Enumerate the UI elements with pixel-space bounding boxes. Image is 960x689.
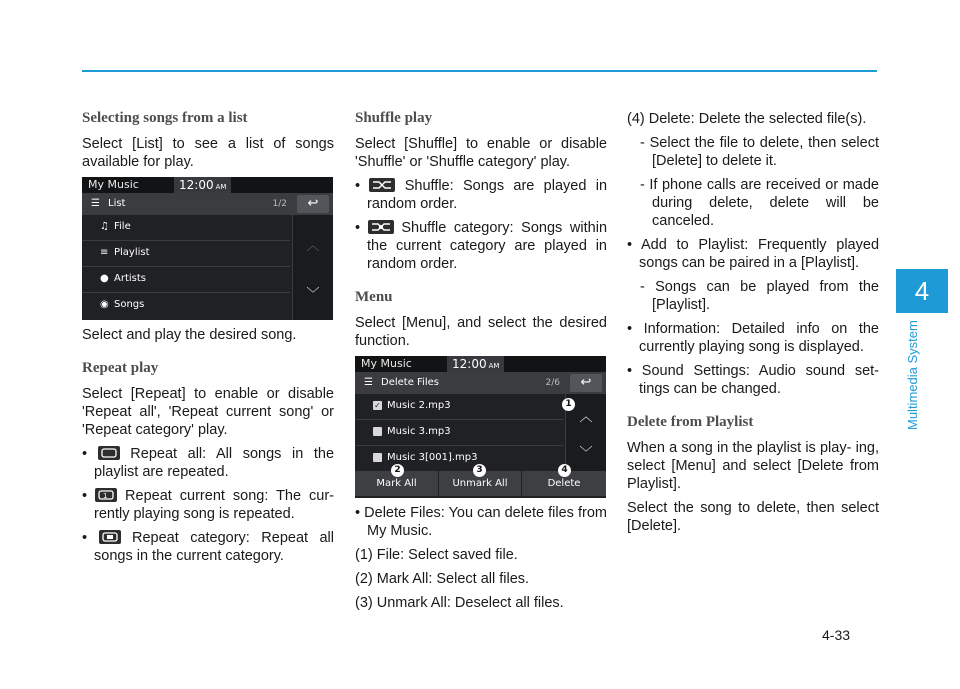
page-counter: 1/2 xyxy=(272,199,287,209)
bullet-add-playlist: • Add to Playlist: Frequently played songs can be paired in a [Playlist]. xyxy=(627,237,880,271)
delete-header xyxy=(355,372,606,394)
clock: 12:00 AM xyxy=(447,356,504,372)
paragraph-shuffle: Select [Shuffle] to enable or disable 'Shuffle' or 'Shuffle category' play. xyxy=(355,136,607,170)
screen-title: My Music xyxy=(361,357,412,370)
mark-all-button[interactable]: Mark All xyxy=(355,471,439,496)
column-3 xyxy=(627,110,879,541)
chapter-label: Multimedia System xyxy=(905,320,920,430)
top-rule xyxy=(82,70,877,72)
checkbox-icon[interactable] xyxy=(373,427,382,436)
bullet-repeat-all: • Repeat all: All songs in the playlist are repeated. xyxy=(82,446,335,480)
delete-button[interactable]: Delete xyxy=(547,478,581,489)
delete-header-label: Delete Files xyxy=(381,377,439,388)
list-screen xyxy=(82,177,333,320)
paragraph-delete-playlist-2: Select the song to delete, then select [Delete]. xyxy=(627,500,879,534)
clock: 12:00 AM xyxy=(174,177,231,193)
dash-select-file: - Select the file to delete, then select [Delete] to delete it. xyxy=(640,135,879,169)
column-2 xyxy=(355,110,607,618)
bullet-delete-files: • Delete Files: You can delete files from My Music. xyxy=(355,505,608,539)
repeat-all-icon xyxy=(98,446,120,460)
page-counter: 2/6 xyxy=(545,378,560,388)
callout-2: 2 xyxy=(391,464,404,477)
back-button[interactable]: ↩ xyxy=(297,195,329,213)
bullet-repeat-category: • Repeat category: Repeat all songs in the current category. xyxy=(82,530,334,564)
scroll-down-icon[interactable]: ﹀ xyxy=(579,446,593,461)
repeat-category-icon xyxy=(99,530,121,544)
paragraph-delete-playlist-1: When a song in the playlist is play- ing, select [Menu] and select [Delete from Playlist]. xyxy=(627,440,879,492)
heading-selecting-songs: Selecting songs from a list xyxy=(82,110,248,126)
list-item-artists[interactable]: ● Artists xyxy=(82,267,290,293)
paragraph-repeat: Select [Repeat] to enable or disable 'Repeat all', 'Repeat current song' or 'Repeat category' play. xyxy=(82,386,334,438)
svg-text:1: 1 xyxy=(103,492,108,500)
scroll-up-icon[interactable]: ︿ xyxy=(306,239,320,254)
item-2: (2) Mark All: Select all files. xyxy=(355,571,530,587)
repeat-song-icon xyxy=(95,488,117,502)
list-item-songs[interactable]: ◉ Songs xyxy=(100,299,145,310)
bullet-information: • Information: Detailed info on the currently playing song is displayed. xyxy=(627,321,879,355)
file-row-3[interactable]: Music 3[001].mp3 xyxy=(355,446,563,471)
heading-menu: Menu xyxy=(355,289,393,305)
chapter-tab: 4 xyxy=(896,269,948,313)
checkbox-icon[interactable] xyxy=(373,453,382,462)
shuffle-icon xyxy=(369,178,395,192)
list-header-label: List xyxy=(108,198,126,209)
playlist-icon: ≡ xyxy=(100,247,109,258)
screen-title: My Music xyxy=(88,178,139,191)
heading-repeat-play: Repeat play xyxy=(82,360,159,376)
scroll-up-icon[interactable]: ︿ xyxy=(579,410,593,425)
callout-3: 3 xyxy=(473,464,486,477)
scroll-down-icon[interactable]: ﹀ xyxy=(306,287,320,302)
list-item-playlist[interactable]: ≡ Playlist xyxy=(82,241,290,267)
list-header xyxy=(82,193,333,215)
checkbox-checked-icon[interactable]: ✓ xyxy=(374,401,381,410)
back-button[interactable]: ↩ xyxy=(570,374,602,392)
bullet-shuffle: • Shuffle: Songs are played in random order. xyxy=(355,178,608,212)
item-1: (1) File: Select saved file. xyxy=(355,547,518,563)
dash-songs-played: - Songs can be played from the [Playlist]. xyxy=(640,279,879,313)
column-1 xyxy=(82,110,334,571)
person-icon: ● xyxy=(100,273,109,284)
dash-phone-calls: - If phone calls are received or made during delete, delete will be canceled. xyxy=(640,177,879,229)
list-icon: ☰ xyxy=(364,377,373,388)
music-note-icon: ♫ xyxy=(100,221,109,232)
delete-files-screen xyxy=(355,356,606,498)
bullet-repeat-song: • 1 Repeat current song: The cur- rently playing song is repeated. xyxy=(82,488,335,522)
callout-1: 1 xyxy=(562,398,575,411)
list-item-file[interactable]: ♫ File xyxy=(82,215,290,241)
item-3: (3) Unmark All: Deselect all files. xyxy=(355,595,564,611)
file-row-1[interactable]: ✓ Music 2.mp3 xyxy=(355,394,563,420)
paragraph-select-play: Select and play the desired song. xyxy=(82,327,297,343)
unmark-all-button[interactable]: Unmark All xyxy=(439,471,522,496)
scroll-panel xyxy=(292,215,333,320)
shuffle-category-icon xyxy=(368,220,394,234)
bullet-sound-settings: • Sound Settings: Audio sound set- tings can be changed. xyxy=(627,363,879,397)
paragraph-select-list: Select [List] to see a list of songs available for play. xyxy=(82,136,334,170)
file-row-2[interactable]: Music 3.mp3 xyxy=(355,420,563,446)
paragraph-menu: Select [Menu], and select the desired function. xyxy=(355,315,607,349)
callout-4: 4 xyxy=(558,464,571,477)
list-icon: ☰ xyxy=(91,198,100,209)
status-bar xyxy=(82,177,333,193)
heading-delete-playlist: Delete from Playlist xyxy=(627,414,754,430)
bullet-shuffle-category: • Shuffle category: Songs within the current category are played in random order. xyxy=(355,220,608,272)
disc-icon: ◉ xyxy=(100,299,109,310)
item-4: (4) Delete: Delete the selected file(s). xyxy=(627,111,867,127)
heading-shuffle-play: Shuffle play xyxy=(355,110,433,126)
page-number: 4-33 xyxy=(822,627,851,643)
status-bar xyxy=(355,356,606,372)
